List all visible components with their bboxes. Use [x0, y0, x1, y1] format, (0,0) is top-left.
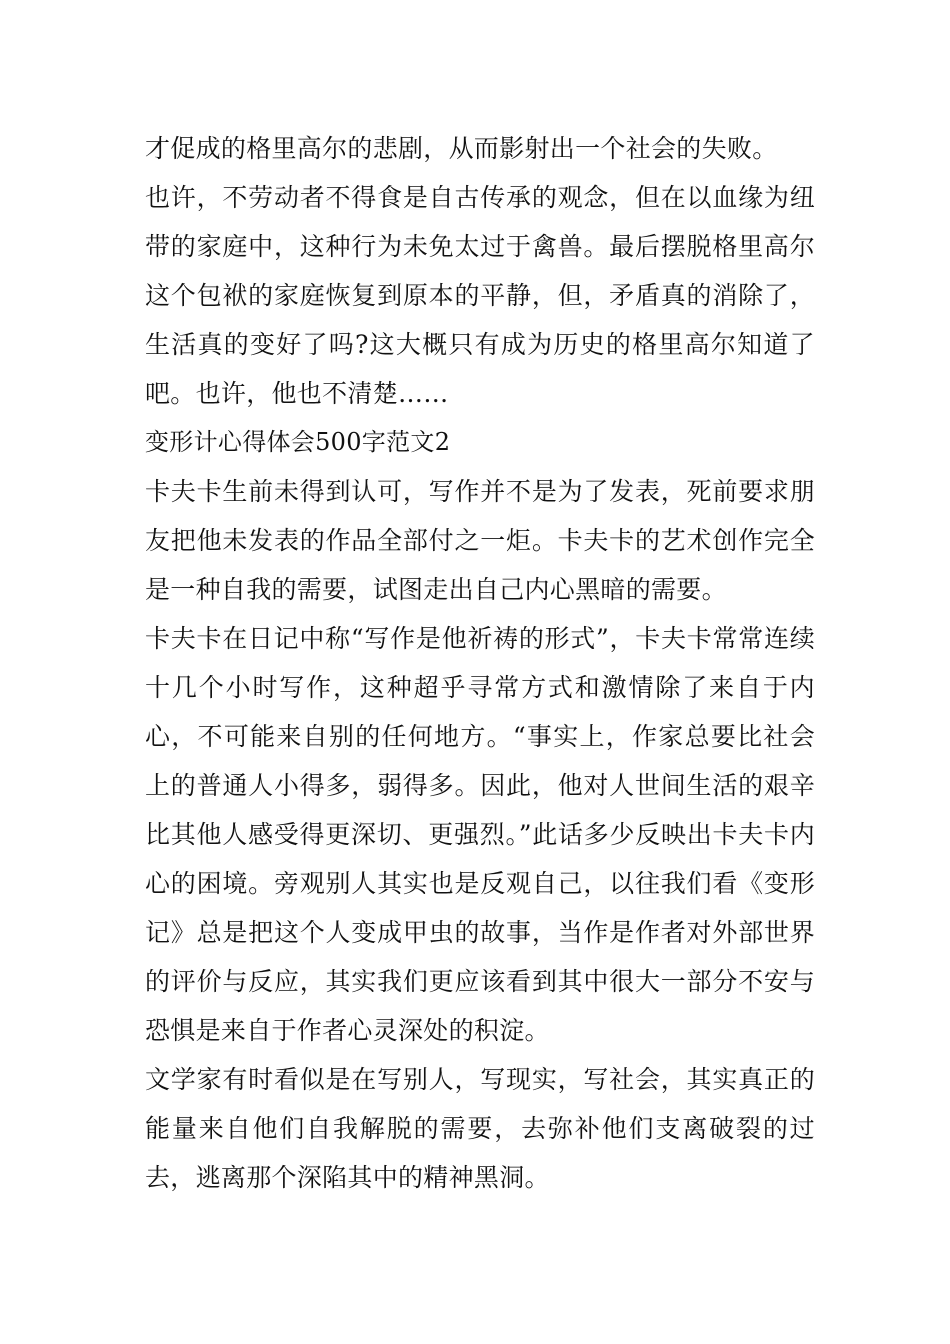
section-title: 变形计心得体会500字范文2 — [145, 428, 451, 456]
document-body — [145, 124, 815, 1202]
paragraph-5: 文学家有时看似是在写别人，写现实，写社会，其实真正的能量来自他们自我解脱的需要，去弥补他们支离破裂的过去，逃离那个深陷其中的精神黑洞。 — [145, 1065, 815, 1192]
paragraph-4: 卡夫卡在日记中称“写作是他祈祷的形式”，卡夫卡常常连续十几个小时写作，这种超乎寻常方式和激情除了来自于内心，不可能来自别的任何地方。“事实上，作家总要比社会上的普通人小得多，弱得多。因此，他对人世间生活的艰辛比其他人感受得更深切、更强烈。”此话多少反映出卡夫卡内心的困境。旁观别人其实也是反观自己，以往我们看《变形记》总是把这个人变成甲虫的故事，当作是作者对外部世界的评价与反应，其实我们更应该看到其中很大一部分不安与恐惧是来自于作者心灵深处的积淀。 — [145, 624, 815, 1045]
paragraph-3: 卡夫卡生前未得到认可，写作并不是为了发表，死前要求朋友把他未发表的作品全部付之一炬。卡夫卡的艺术创作完全是一种自我的需要，试图走出自己内心黑暗的需要。 — [145, 477, 815, 604]
paragraph-2: 也许，不劳动者不得食是自古传承的观念，但在以血缘为纽带的家庭中，这种行为未免太过于禽兽。最后摆脱格里高尔这个包袱的家庭恢复到原本的平静，但，矛盾真的消除了，生活真的变好了吗?这大概只有成为历史的格里高尔知道了吧。也许，他也不清楚…… — [145, 183, 815, 408]
paragraph-1: 才促成的格里高尔的悲剧，从而影射出一个社会的失败。 — [145, 134, 778, 163]
